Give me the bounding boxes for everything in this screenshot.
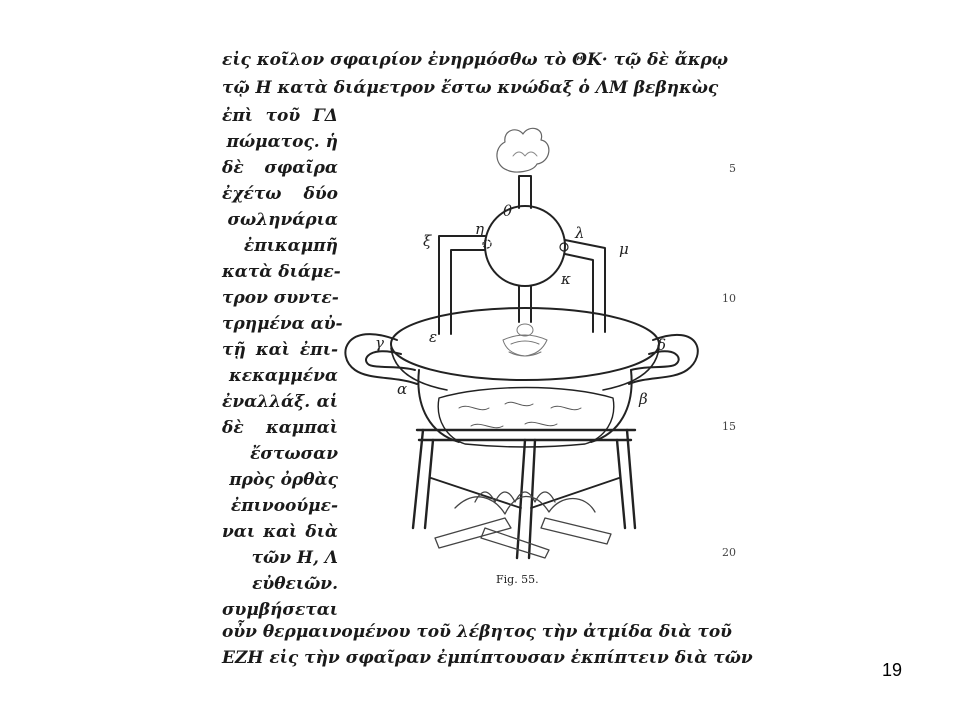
label-epsilon: ε	[429, 328, 438, 346]
text-line-2: τῷ Η κατὰ διάμετρον ἔστω κνώδαξ ὁ ΛΜ βεβηκὼς	[222, 78, 719, 98]
label-beta: β	[639, 390, 648, 408]
sphere	[485, 206, 565, 286]
column-line-3: δὲ σφαῖρα	[222, 158, 338, 178]
label-lambda: λ	[575, 224, 585, 242]
column-line-6: ἐπικαμπῆ	[243, 236, 338, 256]
column-line-18: τῶν Η, Λ	[251, 548, 338, 568]
label-eta: η	[475, 220, 484, 238]
label-xi: ξ	[423, 232, 432, 250]
column-line-16: ἐπινοούμε-	[230, 496, 338, 516]
text-line-1: εἰς κοῖλον σφαιρίον ἐνηρμόσθω τὸ ΘΚ· τῷ δὲ ἄκρῳ	[222, 50, 729, 70]
right-bent-tube	[565, 240, 605, 332]
aeolipile-illustration	[335, 108, 710, 568]
line-number-20: 20	[722, 546, 736, 559]
line-number-10: 10	[722, 292, 736, 305]
column-line-11: κεκαμμένα	[229, 366, 338, 386]
text-line-3: οὖν θερμαινομένου τοῦ λέβητος τὴν ἀτμίδα διὰ τοῦ	[222, 622, 732, 642]
column-line-20: συμβήσεται	[222, 600, 339, 620]
left-bent-tube	[439, 236, 485, 334]
column-line-1: ἐπὶ τοῦ ΓΔ	[222, 106, 338, 126]
column-line-10: τῇ καὶ ἐπι-	[222, 340, 338, 360]
column-line-12: ἐναλλάξ. αἱ	[222, 392, 338, 412]
tripod-stand	[413, 430, 635, 558]
line-number-5: 5	[729, 162, 736, 175]
steam-puff-top	[497, 128, 549, 172]
column-line-5: σωληνάρια	[227, 210, 338, 230]
text-line-4: ΕΖΗ εἰς τὴν σφαῖραν ἐμπίπτουσαν ἐκπίπτειν διὰ τῶν	[222, 648, 753, 668]
label-gamma: γ	[375, 334, 384, 352]
column-line-9: τρημένα αὐ-	[222, 314, 343, 334]
column-line-19: εὐθειῶν.	[252, 574, 338, 594]
label-delta: δ	[657, 336, 667, 354]
label-kappa: κ	[561, 270, 571, 288]
label-alpha: α	[397, 380, 408, 398]
column-line-2: πώματος. ἡ	[226, 132, 338, 152]
fire-logs	[435, 492, 611, 558]
steam-swirl	[503, 324, 547, 356]
steam-pipe	[519, 286, 531, 322]
column-line-4: ἐχέτω δύο	[222, 184, 338, 204]
column-line-13: δὲ καμπαὶ	[222, 418, 338, 438]
column-line-8: τρον συντε-	[222, 288, 339, 308]
page-number: 19	[881, 660, 902, 680]
label-theta: θ	[503, 202, 513, 220]
line-number-15: 15	[722, 420, 736, 433]
label-mu: μ	[619, 240, 629, 258]
column-line-14: ἔστωσαν	[250, 444, 338, 464]
column-line-15: πρὸς ὀρθὰς	[229, 470, 338, 490]
top-tube	[519, 176, 531, 208]
figure-caption: Fig. 55.	[496, 573, 539, 586]
column-line-7: κατὰ διάμε-	[222, 262, 341, 282]
column-line-17: ναι καὶ διὰ	[222, 522, 338, 542]
